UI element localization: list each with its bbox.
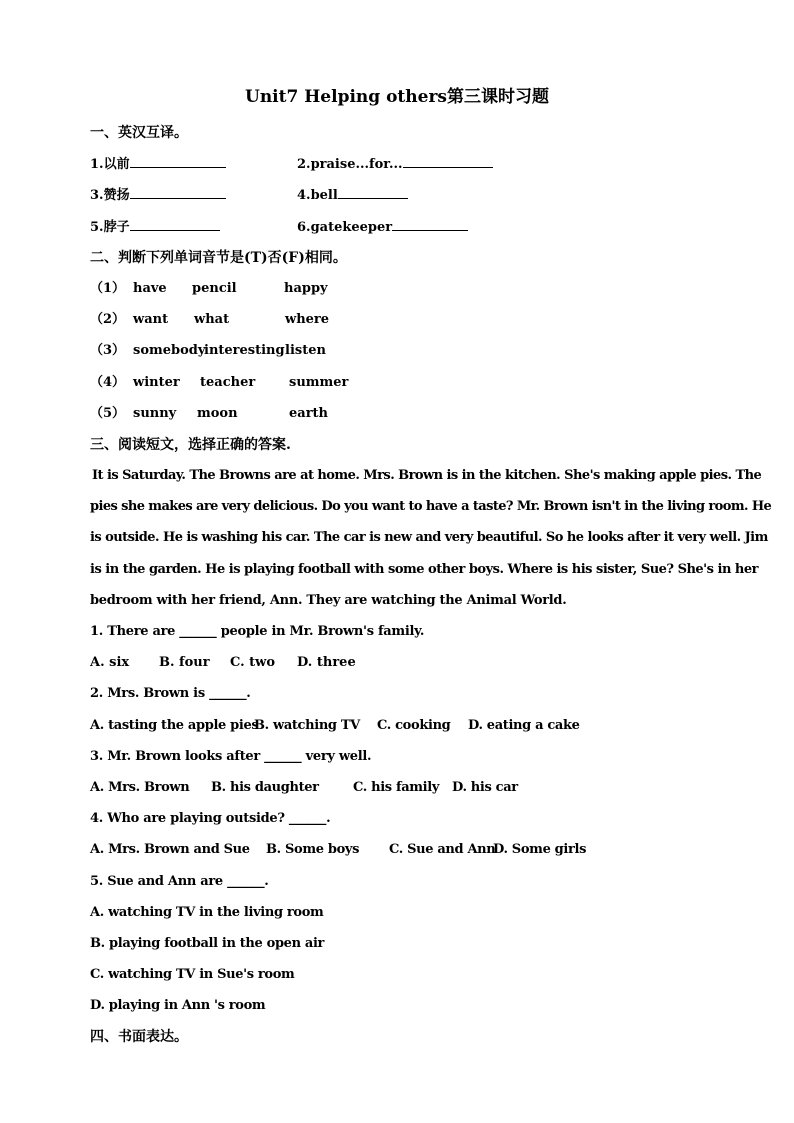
vocab-item-2 bbox=[297, 155, 493, 174]
vocab-item-label: 1.以前 bbox=[90, 157, 130, 172]
row-number: （3） bbox=[90, 343, 126, 358]
option-b[interactable]: B. four bbox=[159, 655, 210, 670]
section4-heading: 四、书面表达。 bbox=[90, 1029, 188, 1045]
question-5: 5. Sue and Ann are ______. bbox=[90, 874, 269, 889]
option-b[interactable]: B. playing football in the open air bbox=[90, 936, 325, 951]
option-b[interactable]: B. Some boys bbox=[266, 842, 360, 857]
options-2 bbox=[90, 717, 590, 735]
vocab-item-label: 4.bell bbox=[297, 188, 338, 203]
question-4: 4. Who are playing outside? ______. bbox=[90, 811, 331, 826]
word: pencil bbox=[192, 281, 237, 296]
question-3: 3. Mr. Brown looks after ______ very well. bbox=[90, 749, 372, 764]
option-d[interactable]: D. eating a cake bbox=[468, 718, 580, 733]
word: want bbox=[133, 312, 169, 327]
passage-line-1: It is Saturday. The Browns are at home. Mrs. Brown is in the kitchen. She's making apple pies. The bbox=[92, 468, 762, 483]
section3-heading: 三、阅读短文，选择正确的答案. bbox=[90, 437, 291, 453]
vocab-item-4 bbox=[297, 186, 408, 205]
word: summer bbox=[289, 375, 349, 390]
question-1: 1. There are ______ people in Mr. Brown's family. bbox=[90, 624, 425, 639]
option-d[interactable]: D. his car bbox=[452, 780, 518, 795]
options-1 bbox=[90, 654, 490, 672]
word: moon bbox=[197, 406, 238, 421]
syllable-row-3 bbox=[90, 342, 490, 360]
row-number: （5） bbox=[90, 406, 126, 421]
option-a[interactable]: A. watching TV in the living room bbox=[90, 905, 324, 920]
word: where bbox=[285, 312, 330, 327]
word: what bbox=[194, 312, 230, 327]
option-d[interactable]: D. playing in Ann 's room bbox=[90, 998, 266, 1013]
options-3 bbox=[90, 779, 590, 797]
option-c[interactable]: C. his family bbox=[353, 780, 440, 795]
row-number: （2） bbox=[90, 312, 126, 327]
option-b[interactable]: B. watching TV bbox=[254, 718, 360, 733]
syllable-row-1 bbox=[90, 280, 490, 298]
word: teacher bbox=[200, 375, 256, 390]
options-4 bbox=[90, 841, 610, 859]
option-d[interactable]: D. Some girls bbox=[493, 842, 587, 857]
answer-blank[interactable] bbox=[392, 218, 468, 231]
passage-line-2: pies she makes are very delicious. Do you want to have a taste? Mr. Brown isn't in the living room. He bbox=[90, 499, 772, 514]
vocab-item-label: 3.赞扬 bbox=[90, 188, 130, 203]
passage-line-5: bedroom with her friend, Ann. They are watching the Animal World. bbox=[90, 593, 567, 608]
word: listen bbox=[285, 343, 326, 358]
answer-blank[interactable] bbox=[338, 186, 408, 199]
word: have bbox=[133, 281, 167, 296]
word: somebody bbox=[133, 343, 206, 358]
vocab-item-label: 6.gatekeeper bbox=[297, 220, 393, 235]
section1-heading: 一、英汉互译。 bbox=[90, 125, 188, 141]
passage-line-3: is outside. He is washing his car. The car is new and very beautiful. So he looks after it very well. Jim bbox=[90, 530, 768, 545]
vocab-item-5 bbox=[90, 218, 220, 237]
vocab-item-label: 2.praise...for... bbox=[297, 157, 403, 172]
passage-line-4: is in the garden. He is playing football with some other boys. Where is his sister, Sue? She's in her bbox=[90, 562, 758, 577]
syllable-row-4 bbox=[90, 374, 490, 392]
question-2: 2. Mrs. Brown is ______. bbox=[90, 686, 251, 701]
word: interesting bbox=[204, 343, 285, 358]
word: happy bbox=[284, 281, 328, 296]
word: earth bbox=[289, 406, 328, 421]
row-number: （4） bbox=[90, 375, 126, 390]
page-title: Unit7 Helping others第三课时习题 bbox=[245, 87, 549, 107]
word: winter bbox=[133, 375, 180, 390]
option-a[interactable]: A. Mrs. Brown bbox=[90, 780, 190, 795]
vocab-item-1 bbox=[90, 155, 226, 174]
answer-blank[interactable] bbox=[130, 186, 226, 199]
syllable-row-2 bbox=[90, 311, 490, 329]
answer-blank[interactable] bbox=[130, 218, 220, 231]
word: sunny bbox=[133, 406, 177, 421]
answer-blank[interactable] bbox=[130, 155, 226, 168]
answer-blank[interactable] bbox=[403, 155, 493, 168]
syllable-row-5 bbox=[90, 405, 490, 423]
option-a[interactable]: A. six bbox=[90, 655, 130, 670]
section2-heading: 二、判断下列单词音节是(T)否(F)相同。 bbox=[90, 250, 347, 266]
vocab-item-6 bbox=[297, 218, 468, 237]
option-b[interactable]: B. his daughter bbox=[211, 780, 319, 795]
option-c[interactable]: C. cooking bbox=[377, 718, 451, 733]
option-a[interactable]: A. Mrs. Brown and Sue bbox=[90, 842, 250, 857]
option-c[interactable]: C. Sue and Ann bbox=[389, 842, 496, 857]
row-number: （1） bbox=[90, 281, 126, 296]
option-c[interactable]: C. two bbox=[230, 655, 276, 670]
option-d[interactable]: D. three bbox=[297, 655, 356, 670]
vocab-item-label: 5.脖子 bbox=[90, 220, 130, 235]
option-c[interactable]: C. watching TV in Sue's room bbox=[90, 967, 295, 982]
vocab-item-3 bbox=[90, 186, 226, 205]
option-a[interactable]: A. tasting the apple pies bbox=[90, 718, 259, 733]
